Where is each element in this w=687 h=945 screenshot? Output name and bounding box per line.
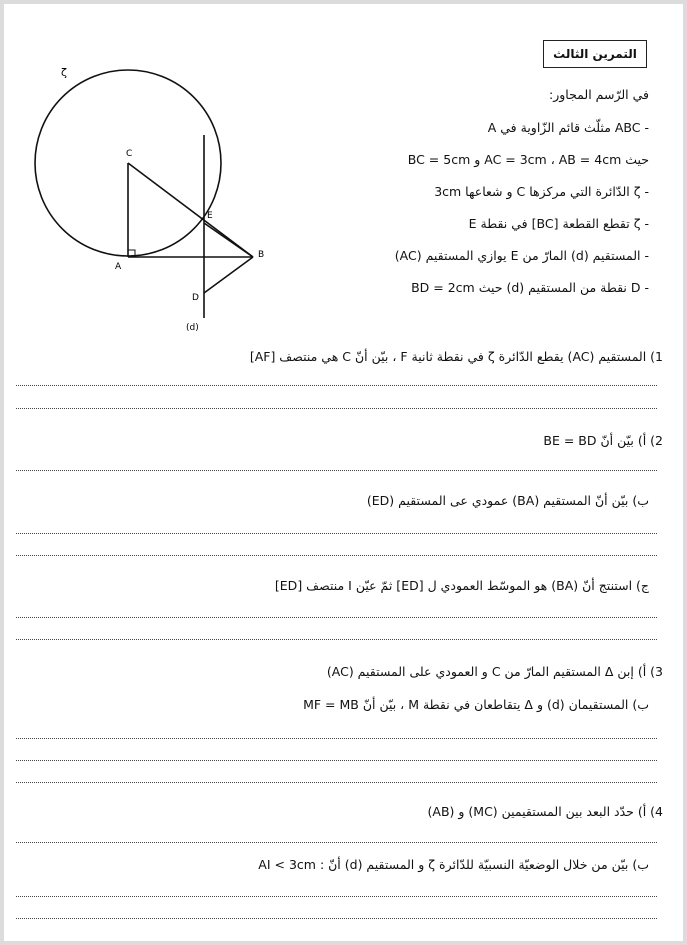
answer-line — [16, 555, 657, 556]
given-5: - المستقيم (d) المارّ من E يوازي المستقيم (AC) — [394, 248, 649, 263]
given-3: - ζ الدّائرة التي مركزها C و شعاعها 3cm — [434, 184, 649, 199]
question-2c: ج) استنتج أنّ (BA) هو الموسّط العمودي ل [ED] ثمّ عيّن I منتصف [ED] — [274, 578, 649, 593]
question-2b: ب) بيّن أنّ المستقيم (BA) عمودي عى المستقيم (ED) — [366, 493, 649, 508]
intro-text: في الرّسم المجاور: — [549, 87, 649, 102]
geometry-figure — [4, 4, 304, 344]
label-zeta: ζ — [61, 66, 67, 79]
label-e: E — [207, 211, 213, 221]
worksheet-page — [4, 4, 683, 941]
label-c: C — [126, 149, 133, 159]
answer-line — [16, 842, 657, 843]
label-d-line: (d) — [186, 323, 199, 333]
segment-db — [204, 257, 253, 293]
answer-line — [16, 470, 657, 471]
given-1: - ABC مثلّث قائم الزّاوية في A — [487, 120, 649, 135]
segment-cb — [128, 163, 253, 257]
question-4b: ب) بيّن من خلال الوضعيّة النسبيّة للدّائرة ζ و المستقيم (d) أنّ : AI < 3cm — [258, 857, 649, 872]
answer-line — [16, 385, 657, 386]
question-2a: 2) أ) بيّن أنّ BE = BD — [543, 433, 663, 448]
answer-line — [16, 617, 657, 618]
label-d-point: D — [192, 293, 199, 303]
answer-line — [16, 738, 657, 739]
question-1: 1) المستقيم (AC) يقطع الدّائرة ζ في نقطة ثانية F ، بيّن أنّ C هي منتصف [AF] — [249, 349, 663, 364]
label-b: B — [258, 250, 265, 260]
answer-line — [16, 896, 657, 897]
answer-line — [16, 533, 657, 534]
answer-line — [16, 639, 657, 640]
question-3a: 3) أ) إبن Δ المستقيم المارّ من C و العمودي على المستقيم (AC) — [326, 664, 663, 679]
answer-line — [16, 782, 657, 783]
exercise-title: التمرين الثالث — [543, 40, 647, 68]
given-4: - ζ تقطع القطعة [BC] في نقطة E — [468, 216, 649, 231]
label-a: A — [115, 262, 122, 272]
segment-eb — [204, 223, 253, 257]
given-6: - D نقطة من المستقيم (d) حيث BD = 2cm — [411, 280, 649, 295]
answer-line — [16, 408, 657, 409]
question-3b: ب) المستقيمان (d) و Δ يتقاطعان في نقطة M ، بيّن أنّ MF = MB — [303, 697, 649, 712]
answer-line — [16, 760, 657, 761]
answer-line — [16, 918, 657, 919]
question-4a: 4) أ) حدّد البعد بين المستقيمين (MC) و (AB) — [427, 804, 663, 819]
given-2: حيث AC = 3cm ، AB = 4cm و BC = 5cm — [407, 152, 649, 167]
